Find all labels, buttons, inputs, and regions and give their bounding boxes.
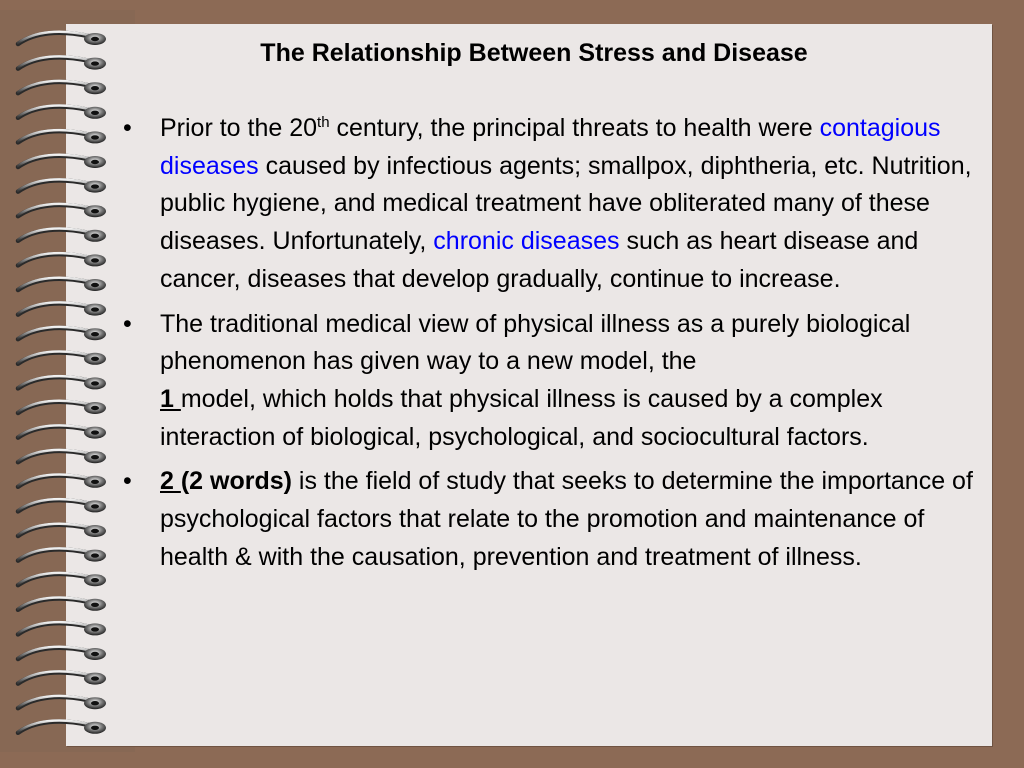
fill-in-blank-1: 1 <box>160 384 181 413</box>
bullet-dot: • <box>123 114 132 142</box>
bullet-list <box>113 110 993 583</box>
highlight-term: chronic diseases <box>433 227 620 256</box>
fill-in-blank-2: 2 <box>160 467 181 496</box>
bullet-dot: • <box>123 467 132 496</box>
bullet-item-1: • Prior to the 20th century, the principal threats to health were contagious diseases caused by infectious agents; smallpox, diphtheria, etc. Nutrition, public hygiene, and medical treatment have obliterated many of these diseases. Unfortunately, chronic diseases such as heart disease and cancer, diseases that develop gradually, continue to increase. <box>113 110 993 299</box>
spiral-binding <box>0 0 120 768</box>
highlight-term: contagious diseases <box>160 114 941 180</box>
bullet-item-3: • 2 (2 words) is the field of study that seeks to determine the importance of psychological factors that relate to the promotion and maintenance of health & with the causation, prevention and treatment of illness. <box>113 463 993 576</box>
bullet-dot: • <box>123 309 132 338</box>
slide-title: The Relationship Between Stress and Disease <box>260 39 808 67</box>
bullet-item-2: • The traditional medical view of physical illness as a purely biological phenomenon has given way to a new model, the 1 model, which holds that physical illness is caused by a complex interaction of biological, psychological, and sociocultural factors. <box>113 306 993 457</box>
